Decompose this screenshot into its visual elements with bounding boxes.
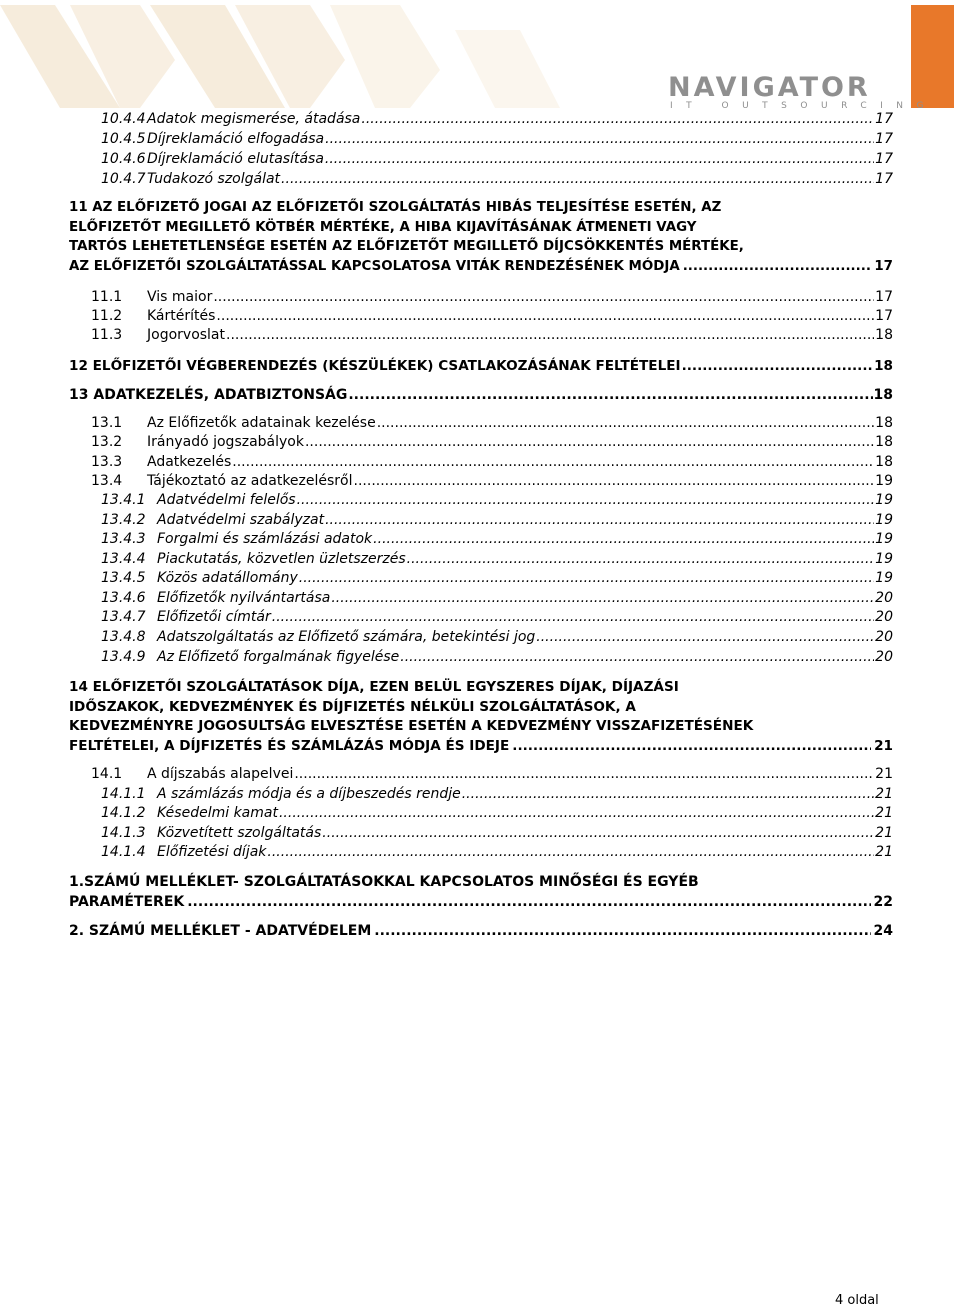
toc-number: 14.1.3 (101, 825, 146, 841)
toc-leader (374, 922, 870, 942)
toc-number: 14.1.1 (101, 786, 146, 802)
toc-leader (400, 648, 874, 667)
toc-title: A számlázás módja és a díjbeszedés rendje (157, 786, 461, 802)
toc-entry[interactable] (91, 765, 893, 784)
toc-number: 13.4.2 (101, 512, 146, 528)
toc-page: 19 (875, 570, 893, 586)
toc-page: 22 (873, 893, 893, 910)
toc-number: 13.4 (91, 473, 123, 489)
toc-title: Előfizetési díjak (157, 844, 267, 860)
toc-heading-line: PARAMÉTEREK (69, 893, 185, 910)
toc-page: 21 (875, 844, 893, 860)
toc-leader (407, 550, 875, 569)
toc-heading-line: 2. SZÁMÚ MELLÉKLET - ADATVÉDELEM (69, 923, 372, 939)
toc-title: Adatvédelmi felelős (157, 492, 296, 508)
toc-number: 10.4.4 (101, 111, 146, 127)
toc-page: 21 (875, 766, 893, 782)
toc-title: 12 ELŐFIZETŐI VÉGBERENDEZÉS (KÉSZÜLÉKEK) CSATLAKOZÁSÁNAK FELTÉTELEI (69, 358, 681, 374)
toc-leader (232, 453, 874, 472)
toc-title: Piackutatás, közvetlen üzletszerzés (157, 551, 406, 567)
toc-number: 13.2 (91, 434, 123, 450)
toc-number: 10.4.7 (101, 171, 146, 187)
toc-leader (281, 170, 874, 189)
toc-page: 17 (875, 308, 893, 324)
toc-page: 17 (875, 151, 893, 167)
toc-number: 13.4.1 (101, 492, 146, 508)
toc-number: 11.1 (91, 289, 123, 305)
toc-number: 13.3 (91, 454, 123, 470)
toc-title: Tájékoztató az adatkezelésről (147, 473, 353, 489)
toc-leader (325, 150, 874, 169)
toc-title: Vis maior (147, 289, 213, 305)
toc-leader (348, 386, 872, 405)
toc-leader (305, 433, 874, 452)
toc-title: Előfizetők nyilvántartása (157, 590, 331, 606)
toc-entry[interactable] (91, 326, 893, 345)
toc-title: Közös adatállomány (157, 570, 298, 586)
toc-leader (331, 589, 874, 608)
toc-leader (267, 843, 874, 862)
toc-leader (187, 893, 870, 913)
toc-title: Előfizetői címtár (157, 609, 271, 625)
toc-entry[interactable] (101, 550, 893, 569)
toc-page: 21 (874, 737, 893, 754)
toc-number: 13.4.9 (101, 649, 146, 665)
toc-title: Az Előfizetők adatainak kezelése (147, 415, 376, 431)
logo-wordmark: NAVIGATOR (668, 72, 871, 103)
navigator-logo (668, 72, 938, 114)
toc-page: 18 (875, 327, 893, 343)
toc-section-13[interactable] (69, 386, 893, 405)
toc-leader (354, 472, 875, 491)
toc-title: Adatok megismerése, átadása (147, 111, 361, 127)
toc-entry[interactable] (101, 511, 893, 530)
toc-page: 18 (873, 387, 893, 403)
toc-leader (512, 737, 871, 757)
toc-heading-line: ELŐFIZETŐT MEGILLETŐ KÖTBÉR MÉRTÉKE, A HIBA KIJAVÍTÁSÁNAK ÁTMENETI VAGY (69, 219, 697, 235)
toc-entry[interactable] (101, 530, 893, 549)
toc-number: 13.4.3 (101, 531, 146, 547)
toc-leader (272, 608, 874, 627)
toc-title: Adatvédelmi szabályzat (157, 512, 325, 528)
toc-entry[interactable] (101, 170, 893, 189)
toc-page: 18 (875, 454, 893, 470)
toc-entry[interactable] (91, 414, 893, 433)
toc-page: 20 (875, 609, 893, 625)
toc-title: Közvetített szolgáltatás (157, 825, 322, 841)
toc-page: 17 (875, 111, 893, 127)
toc-entry[interactable] (91, 453, 893, 472)
toc-page: 24 (873, 923, 893, 939)
toc-leader (373, 530, 874, 549)
toc-title: 13 ADATKEZELÉS, ADATBIZTONSÁG (69, 387, 348, 403)
toc-page: 19 (875, 531, 893, 547)
toc-leader (279, 804, 874, 823)
toc-heading-line: 1.SZÁMÚ MELLÉKLET- SZOLGÁLTATÁSOKKAL KAPCSOLATOS MINŐSÉGI ÉS EGYÉB (69, 874, 699, 890)
toc-section-11[interactable] (69, 198, 893, 276)
toc-page: 17 (875, 131, 893, 147)
toc-entry[interactable] (101, 110, 893, 129)
toc-leader (226, 326, 874, 345)
toc-title: Irányadó jogszabályok (147, 434, 304, 450)
toc-page: 21 (875, 786, 893, 802)
toc-leader (325, 130, 874, 149)
toc-number: 13.4.4 (101, 551, 146, 567)
toc-title: Díjreklamáció elutasítása (147, 151, 324, 167)
toc-page: 17 (874, 258, 893, 274)
toc-page: 18 (875, 415, 893, 431)
toc-title: Jogorvoslat (147, 327, 226, 343)
page-number: 4 oldal (835, 1293, 879, 1308)
toc-heading-line: 14 ELŐFIZETŐI SZOLGÁLTATÁSOK DÍJA, EZEN BELÜL EGYSZERES DÍJAK, DÍJAZÁSI (69, 679, 679, 695)
toc-page: 19 (875, 551, 893, 567)
toc-entry[interactable] (101, 150, 893, 169)
toc-leader (682, 357, 874, 376)
toc-page: 17 (875, 289, 893, 305)
toc-heading-line: TARTÓS LEHETETLENSÉGE ESETÉN AZ ELŐFIZETŐT MEGILLETŐ DÍJCSÖKKENTÉS MÉRTÉKE, (69, 239, 744, 254)
toc-entry[interactable] (101, 804, 893, 823)
toc-leader (299, 569, 874, 588)
toc-title: Adatkezelés (147, 454, 232, 470)
toc-entry[interactable] (91, 307, 893, 326)
toc-title: Forgalmi és számlázási adatok (157, 531, 373, 547)
toc-entry[interactable] (101, 824, 893, 843)
toc-page: 17 (875, 171, 893, 187)
toc-title: Kártérítés (147, 308, 216, 324)
toc-leader (322, 824, 874, 843)
toc-page: 20 (875, 590, 893, 606)
toc-page: 20 (875, 649, 893, 665)
toc-leader (216, 307, 874, 326)
toc-entry[interactable] (101, 628, 893, 647)
toc-entry[interactable] (91, 433, 893, 452)
toc-entry[interactable] (101, 130, 893, 149)
toc-number: 13.1 (91, 415, 123, 431)
toc-annex-1[interactable] (69, 873, 893, 912)
toc-heading-line: IDŐSZAKOK, KEDVEZMÉNYEK ÉS DÍJFIZETÉS NÉLKÜLI SZOLGÁLTATÁSOK, A (69, 698, 636, 715)
toc-page: 19 (875, 512, 893, 528)
toc-heading-line: KEDVEZMÉNYRE JOGOSULTSÁG ELVESZTÉSE ESETÉN A KEDVEZMÉNY VISSZAFIZETÉSÉNEK (69, 718, 754, 734)
toc-page: 18 (875, 434, 893, 450)
toc-heading-line: 11 AZ ELŐFIZETŐ JOGAI AZ ELŐFIZETŐI SZOLGÁLTATÁS HIBÁS TELJESÍTÉSE ESETÉN, AZ (69, 200, 722, 215)
toc-entry[interactable] (101, 843, 893, 862)
toc-number: 10.4.6 (101, 151, 146, 167)
toc-number: 14.1 (91, 766, 123, 782)
toc-number: 13.4.5 (101, 570, 146, 586)
toc-title: Adatszolgáltatás az Előfizető számára, betekintési jog (157, 629, 536, 645)
toc-title: A díjszabás alapelvei (147, 766, 294, 782)
toc-page: 19 (875, 473, 893, 489)
toc-page: 20 (875, 629, 893, 645)
toc-number: 13.4.8 (101, 629, 146, 645)
toc-entry[interactable] (91, 288, 893, 307)
toc-leader (361, 110, 874, 129)
toc-title: Díjreklamáció elfogadása (147, 131, 325, 147)
toc-heading-line: FELTÉTELEI, A DÍJFIZETÉS ÉS SZÁMLÁZÁS MÓDJA ÉS IDEJE (69, 737, 510, 754)
toc-title: Tudakozó szolgálat (147, 171, 281, 187)
toc-leader (536, 628, 874, 647)
toc-number: 13.4.6 (101, 590, 146, 606)
toc-entry[interactable] (101, 648, 893, 667)
toc-title: Az Előfizető forgalmának figyelése (157, 649, 400, 665)
toc-annex-2[interactable] (69, 922, 893, 942)
toc-title: Késedelmi kamat (157, 805, 278, 821)
toc-section-12[interactable] (69, 357, 893, 376)
toc-leader (462, 785, 874, 804)
toc-leader (377, 414, 874, 433)
toc-leader (294, 765, 874, 784)
toc-number: 11.3 (91, 327, 123, 343)
toc-leader (683, 257, 872, 277)
orange-accent-bar (911, 5, 954, 108)
toc-entry[interactable] (101, 589, 893, 608)
toc-entry[interactable] (101, 491, 893, 510)
toc-leader (325, 511, 874, 530)
toc-section-14[interactable] (69, 678, 893, 756)
toc-leader (297, 491, 875, 510)
logo-tagline: IT OUTSOURCING (670, 101, 938, 111)
toc-page: 19 (875, 492, 893, 508)
toc-number: 10.4.5 (101, 131, 146, 147)
toc-number: 13.4.7 (101, 609, 146, 625)
toc-entry[interactable] (101, 608, 893, 627)
toc-entry[interactable] (101, 569, 893, 588)
toc-leader (213, 288, 874, 307)
toc-page: 21 (875, 825, 893, 841)
toc-number: 11.2 (91, 308, 123, 324)
toc-page: 18 (874, 358, 893, 374)
toc-entry[interactable] (91, 472, 893, 491)
toc-heading-line: AZ ELŐFIZETŐI SZOLGÁLTATÁSSAL KAPCSOLATOSA VITÁK RENDEZÉSÉNEK MÓDJA (69, 258, 680, 274)
toc-number: 14.1.4 (101, 844, 146, 860)
toc-page: 21 (875, 805, 893, 821)
toc-number: 14.1.2 (101, 805, 146, 821)
toc-entry[interactable] (101, 785, 893, 804)
